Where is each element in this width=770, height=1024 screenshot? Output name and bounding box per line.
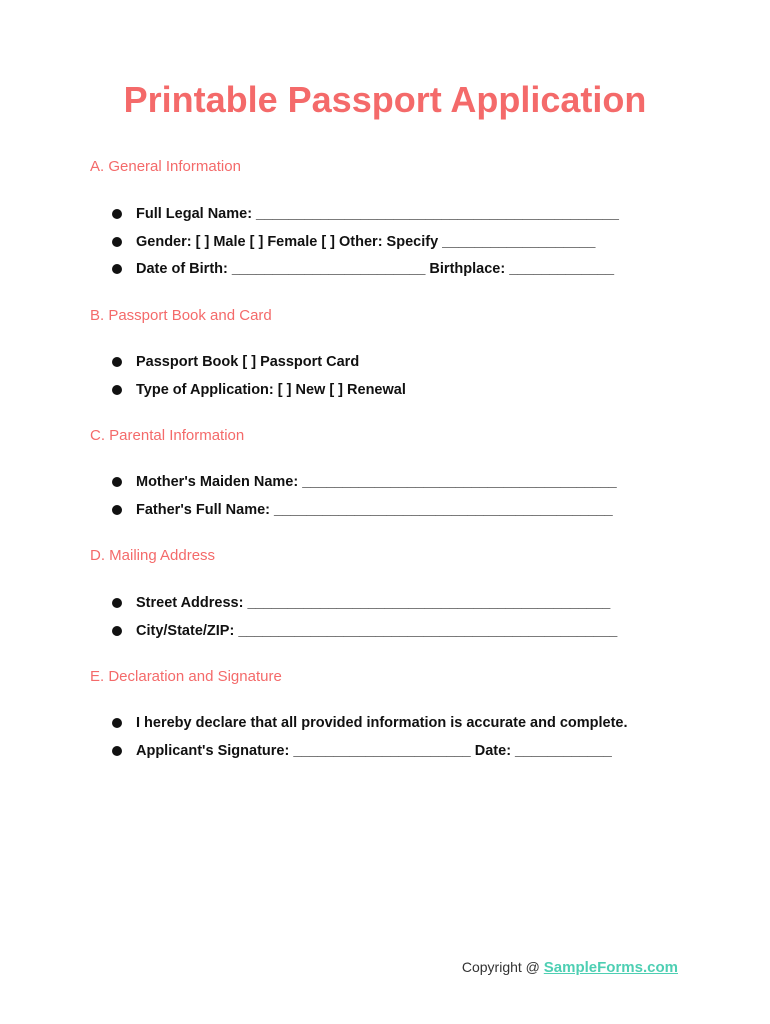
section-heading-parental-information: C. Parental Information (90, 427, 245, 444)
copyright-text: Copyright @ (461, 959, 544, 975)
section-heading-general-information: A. General Information (90, 158, 241, 175)
bullet-icon (112, 746, 122, 756)
list-item-city-state-zip[interactable] (112, 622, 617, 640)
bullet-icon (112, 477, 122, 487)
bullet-icon (112, 505, 122, 515)
section-heading-declaration-and-signature: E. Declaration and Signature (90, 668, 282, 685)
item-text: Date of Birth: ________________________ Birthplace: _____________ (136, 261, 615, 277)
list-item-fathers-full-name[interactable] (112, 501, 617, 519)
list-item-declaration[interactable] (112, 714, 628, 732)
bullet-icon (112, 385, 122, 395)
list-item-street-address[interactable] (112, 594, 617, 612)
item-text: Father's Full Name: __________________________________________ (136, 501, 613, 518)
bullet-icon (112, 598, 122, 608)
item-text: Street Address: _____________________________________________ (136, 595, 611, 611)
list-item-signature-date[interactable] (112, 742, 628, 760)
copyright-footer (462, 958, 678, 977)
bullet-icon (112, 626, 122, 636)
list-item-gender[interactable] (112, 233, 619, 251)
item-text: City/State/ZIP: _______________________________________________ (136, 622, 618, 639)
item-text: Passport Book [ ] Passport Card (136, 354, 360, 370)
item-text: Mother's Maiden Name: _______________________________________ (136, 474, 617, 490)
passport-book-and-card-list (112, 353, 406, 408)
general-information-list (112, 205, 619, 288)
bullet-icon (112, 209, 122, 219)
parental-information-list (112, 473, 617, 528)
item-text: Full Legal Name: _____________________________________________ (136, 206, 619, 222)
list-item-date-of-birth[interactable] (112, 260, 619, 278)
bullet-icon (112, 357, 122, 367)
item-text: Applicant's Signature: ______________________ Date: ____________ (136, 742, 612, 759)
list-item-full-legal-name[interactable] (112, 205, 619, 223)
bullet-icon (112, 264, 122, 274)
declaration-and-signature-list (112, 714, 628, 769)
section-heading-mailing-address: D. Mailing Address (90, 547, 216, 564)
item-text: Gender: [ ] Male [ ] Female [ ] Other: Specify ___________________ (136, 233, 596, 250)
bullet-icon (112, 718, 122, 728)
section-heading-passport-book-and-card: B. Passport Book and Card (90, 307, 272, 324)
mailing-address-list (112, 594, 617, 649)
page-title: Printable Passport Application (123, 79, 647, 120)
sampleforms-link[interactable]: SampleForms.com (543, 959, 678, 976)
list-item-application-type[interactable] (112, 381, 406, 399)
list-item-passport-type[interactable] (112, 353, 406, 371)
item-text: I hereby declare that all provided information is accurate and complete. (136, 715, 628, 731)
list-item-mothers-maiden-name[interactable] (112, 473, 617, 491)
bullet-icon (112, 237, 122, 247)
item-text: Type of Application: [ ] New [ ] Renewal (136, 381, 406, 398)
